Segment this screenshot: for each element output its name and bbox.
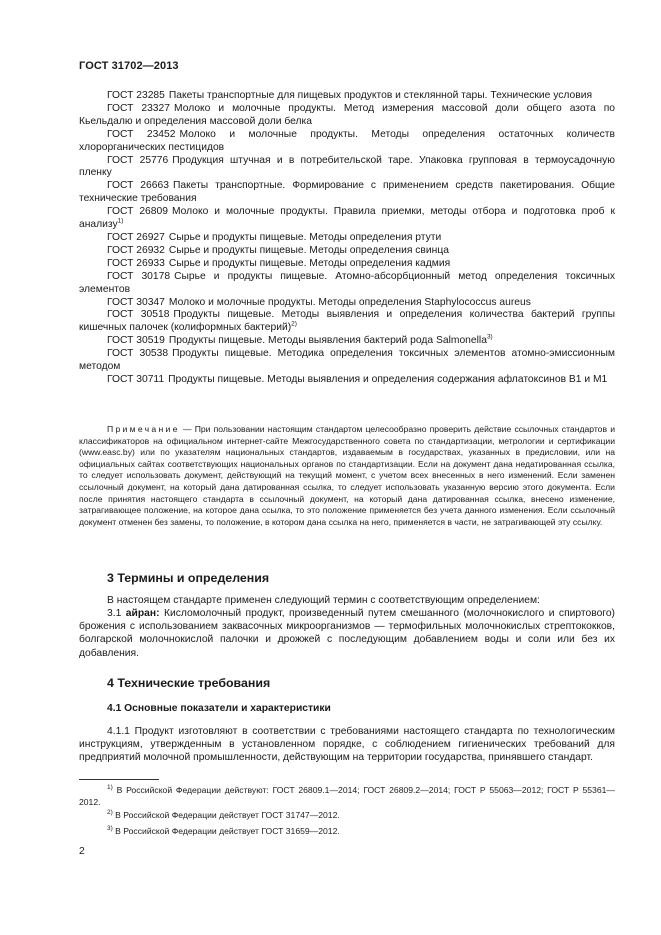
footnote-text: В Российской Федерации действует ГОСТ 31747—2012. xyxy=(112,810,340,820)
reference-item xyxy=(79,309,615,335)
reference-title: Продукты пищевые. Методы выявления и определения содержания афлатоксинов B1 и M1 xyxy=(168,373,608,385)
reference-item xyxy=(79,103,615,129)
reference-title: Сырье и продукты пищевые. Методы определения свинца xyxy=(168,244,449,256)
footnote-mark: 2) xyxy=(291,320,297,328)
reference-title: Сырье и продукты пищевые. Методы определения кадмия xyxy=(168,257,451,269)
reference-title: Молоко и молочные продукты. Правила приемки, методы отбора и подготовка проб к анализу xyxy=(79,206,615,231)
reference-code: ГОСТ 30519 xyxy=(107,335,165,347)
reference-code: ГОСТ 30347 xyxy=(107,296,165,308)
term-name: айран: xyxy=(125,608,160,619)
reference-code: ГОСТ 23327 xyxy=(107,102,170,114)
reference-item xyxy=(79,155,615,181)
reference-code: ГОСТ 26663 xyxy=(107,180,169,192)
reference-title: Молоко и молочные продукты. Метод измерения массовой доли общего азота по Кьельдалю и определения массовой доли белка xyxy=(79,102,616,127)
reference-code: ГОСТ 26809 xyxy=(107,206,168,218)
reference-code: ГОСТ 30538 xyxy=(107,348,169,360)
reference-code: ГОСТ 30178 xyxy=(107,270,171,282)
reference-item xyxy=(79,206,615,232)
reference-item xyxy=(79,335,615,348)
footnote-2 xyxy=(79,810,615,822)
paragraph-4-1-1: 4.1.1 Продукт изготовляют в соответствии с требованиями настоящего стандарта по технологическим инструкциям, утвержденным в установленном порядке, с соблюдением гигиенических требований для предприятий молочной промышленности, действующим на территории государства, принявшего стандарт. xyxy=(79,726,615,764)
reference-item xyxy=(79,90,615,103)
reference-item xyxy=(79,245,615,258)
section-3-intro: В настоящем стандарте применен следующий термин с соответствующим определением: xyxy=(107,595,540,606)
reference-code: ГОСТ 26933 xyxy=(107,257,165,269)
reference-title: Пакеты транспортные для пищевых продуктов и стеклянной тары. Технические условия xyxy=(168,90,593,101)
footnote-mark: 1) xyxy=(117,217,124,225)
reference-code: ГОСТ 26927 xyxy=(107,231,165,243)
reference-code: ГОСТ 30518 xyxy=(107,309,170,321)
normative-references-list xyxy=(79,90,615,387)
note-label: Примечание xyxy=(107,424,180,434)
reference-title: Продукты пищевые. Методика определения токсичных элементов атомно-эмиссионным методом xyxy=(79,348,615,373)
reference-title: Сырье и продукты пищевые. Методы определения ртути xyxy=(168,231,442,243)
reference-title: Молоко и молочные продукты. Методы определения Staphylococcus aureus xyxy=(168,296,531,308)
reference-item xyxy=(79,129,615,155)
footnote-mark: 3) xyxy=(486,333,493,341)
reference-title: Продукты пищевые. Методы выявления бактерий рода Salmonella xyxy=(168,335,487,347)
reference-code: ГОСТ 23452 xyxy=(107,128,176,140)
footnote-1 xyxy=(79,785,615,808)
reference-item xyxy=(79,348,615,374)
term-definition-text: Кисломолочный продукт, произведенный путем смешанного (молочнокислого и спиртового) брожения с использованием заквасочных микроорганизмов — термофильных молочнокислых стрептококков, болгарской молочнокислой палочки и дрожжей с последующим добавлением воды и соли или без их добавления. xyxy=(79,608,615,659)
reference-code: ГОСТ 25776 xyxy=(107,154,169,166)
reference-item xyxy=(79,258,615,271)
reference-title: Продукция штучная и в потребительской таре. Упаковка групповая в термоусадочную пленку xyxy=(79,154,615,179)
references-note xyxy=(79,424,615,528)
reference-title: Молоко и молочные продукты. Методы определения остаточных количеств хлорорганических пестицидов xyxy=(79,128,615,153)
footnote-mark: 3) xyxy=(107,825,113,833)
term-definition xyxy=(79,607,615,660)
page-header-doc-id: ГОСТ 31702—2013 xyxy=(79,60,179,72)
footnote-mark: 2) xyxy=(107,809,113,817)
reference-title: Пакеты транспортные. Формирование с применением средств пакетирования. Общие технические требования xyxy=(79,180,615,205)
reference-item xyxy=(79,271,615,297)
reference-item xyxy=(79,232,615,245)
note-text: — При пользовании настоящим стандартом целесообразно проверить действие ссылочных стандартов и классификаторов на официальном интернет-сайте Межгосударственного совета по стандартизации, метрологии и сертификации (www.easc.by) или по указателям национальных стандартов, издаваемым в государствах, указанных в предисловии, или на официальных сайтах соответствующих национальных органов по стандартизации. Если на документ дана недатированная ссылка, то следует использовать документ, действующий на текущий момент, с учетом всех внесенных в него изменений. Если заменен ссылочный документ, на который дана датированная ссылка, то следует использовать указанную версию этого документа. Если после принятия настоящего стандарта в ссылочный документ, на который дана датированная ссылка, внесено изменение, затрагивающее положение, на которое дана ссылка, то это положение применяется без учета данного изменения. Если ссылочный документ отменен без замены, то положение, в котором дана ссылка на него, применяется в части, не затрагивающей эту ссылку. xyxy=(79,424,615,527)
reference-item xyxy=(79,374,615,387)
footnote-3 xyxy=(79,826,615,838)
reference-code: ГОСТ 30711 xyxy=(107,373,165,385)
reference-code: ГОСТ 23285 xyxy=(107,90,165,101)
subsection-4-1-title: 4.1 Основные показатели и характеристики xyxy=(107,703,331,714)
section-3-title: 3 Термины и определения xyxy=(107,571,270,585)
footnote-text: В Российской Федерации действуют: ГОСТ 26809.1—2014; ГОСТ 26809.2—2014; ГОСТ Р 55063—2012; ГОСТ Р 55361—2012. xyxy=(79,785,615,807)
reference-item xyxy=(79,297,615,310)
footnote-divider xyxy=(79,779,159,780)
footnote-text: В Российской Федерации действует ГОСТ 31659—2012. xyxy=(112,826,340,836)
reference-title: Продукты пищевые. Методы выявления и определения количества бактерий группы кишечных палочек (колиформных бактерий) xyxy=(79,309,615,334)
term-number: 3.1 xyxy=(107,608,122,619)
section-4-title: 4 Технические требования xyxy=(107,676,271,690)
reference-item xyxy=(79,180,615,206)
footnote-mark: 1) xyxy=(107,784,113,792)
reference-code: ГОСТ 26932 xyxy=(107,244,165,256)
reference-title: Сырье и продукты пищевые. Атомно-абсорбционный метод определения токсичных элементов xyxy=(79,270,615,295)
page-number: 2 xyxy=(79,846,85,857)
